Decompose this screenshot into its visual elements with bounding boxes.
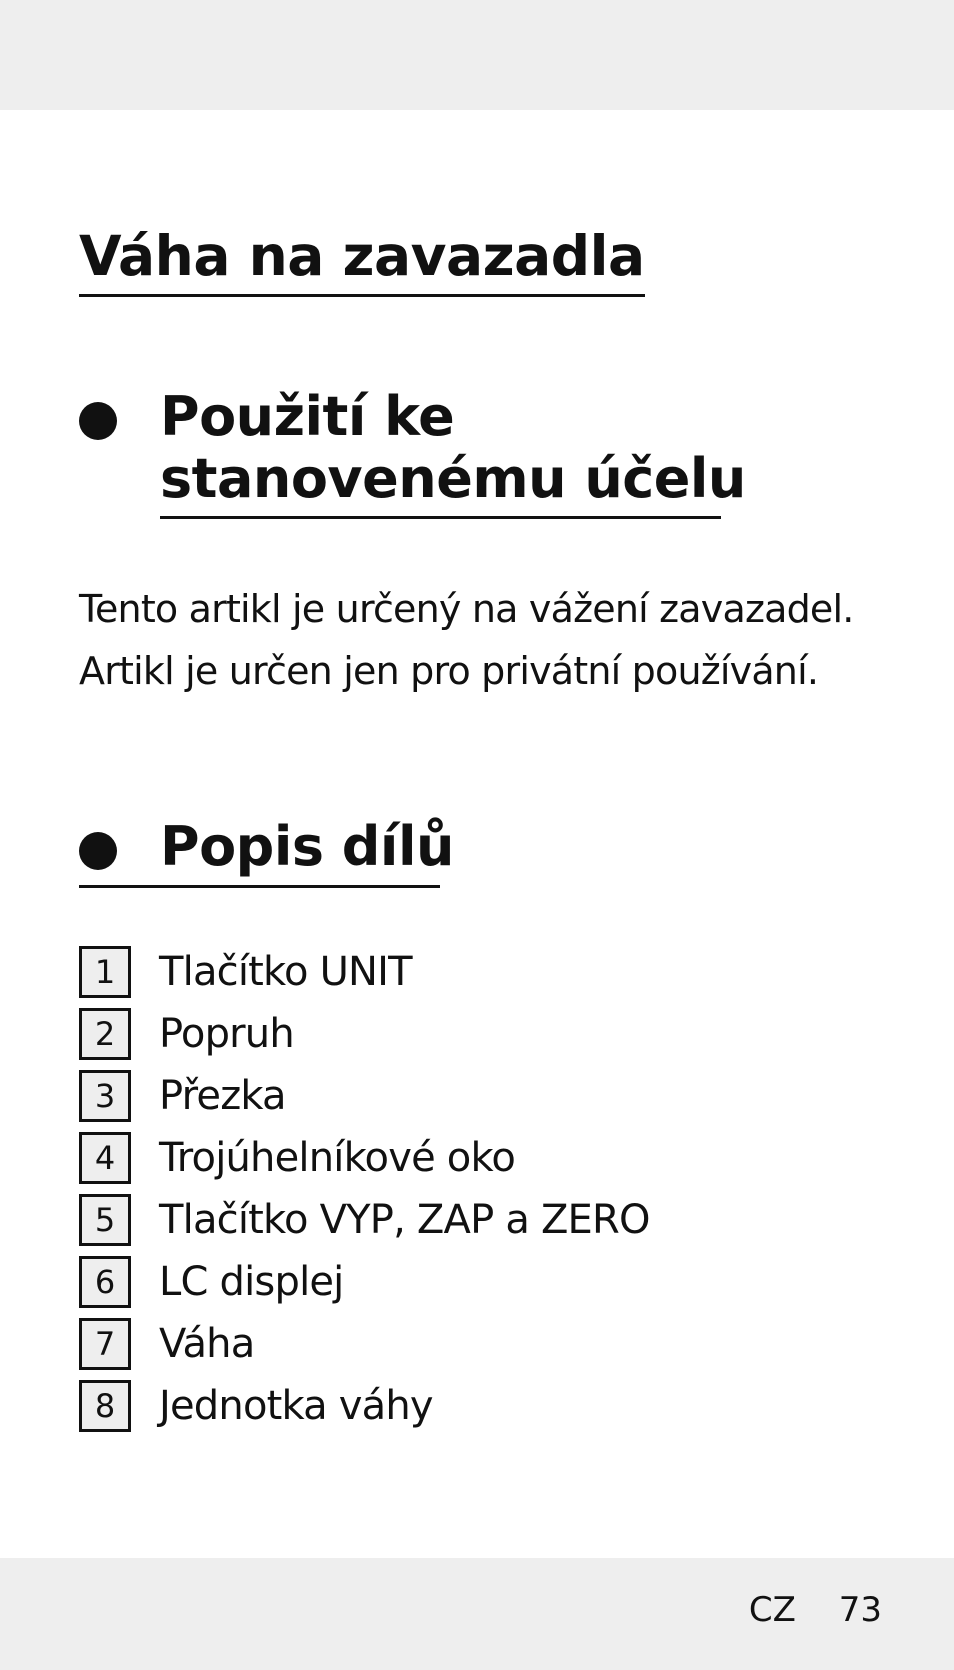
part-label: Váha	[159, 1321, 255, 1367]
parts-heading-underline	[79, 885, 440, 888]
part-number-box: 2	[79, 1008, 131, 1060]
part-label: Tlačítko VYP, ZAP a ZERO	[159, 1197, 650, 1243]
part-number-box: 7	[79, 1318, 131, 1370]
intended-use-heading-text	[160, 386, 746, 510]
part-number-box: 6	[79, 1256, 131, 1308]
top-band	[0, 0, 954, 110]
part-number-box: 3	[79, 1070, 131, 1122]
footer-page-number: 73	[838, 1590, 882, 1630]
bullet-icon	[79, 832, 117, 870]
bullet-icon	[79, 402, 117, 440]
paragraph-line-1: Tento artikl je určený na vážení zavazadel.	[79, 587, 854, 631]
parts-heading-text: Popis dílů	[160, 815, 454, 878]
intended-use-heading-underline	[160, 516, 721, 519]
part-label: Jednotka váhy	[159, 1383, 433, 1429]
intended-use-heading-line-1: Použití ke	[160, 385, 455, 448]
part-label: Přezka	[159, 1073, 286, 1119]
part-label: Trojúhelníkové oko	[159, 1135, 516, 1181]
intended-use-heading-line-2: stanovenému účelu	[160, 447, 746, 510]
page-footer	[749, 1590, 882, 1630]
part-label: LC displej	[159, 1259, 344, 1305]
paragraph-line-2: Artikl je určen jen pro privátní používání.	[79, 649, 819, 693]
part-number-box: 5	[79, 1194, 131, 1246]
part-number-box: 8	[79, 1380, 131, 1432]
part-number-box: 4	[79, 1132, 131, 1184]
part-label: Tlačítko UNIT	[159, 949, 412, 995]
footer-language: CZ	[748, 1590, 796, 1630]
page-title: Váha na zavazadla	[79, 229, 645, 297]
part-label: Popruh	[159, 1011, 294, 1057]
part-number-box: 1	[79, 946, 131, 998]
intended-use-paragraph	[79, 578, 854, 702]
